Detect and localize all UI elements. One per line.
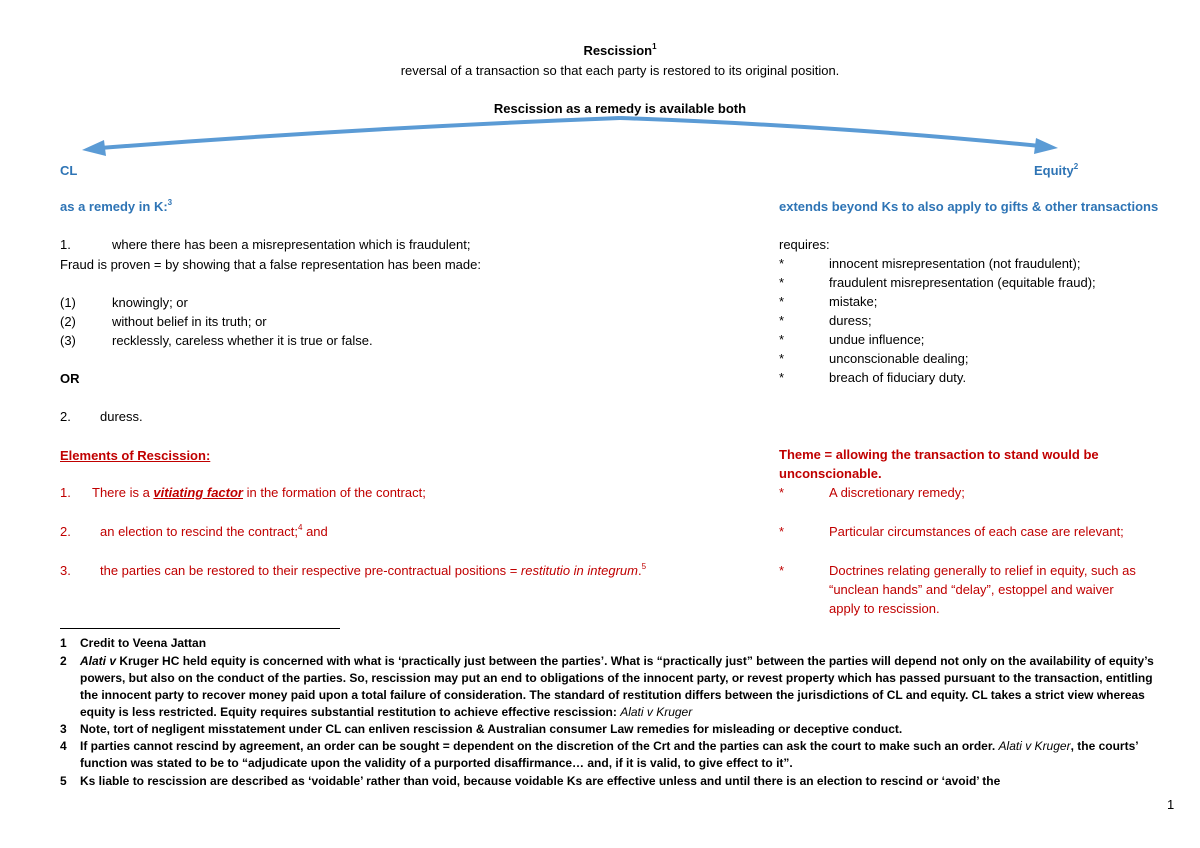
element-3: 3. the parties can be restored to their respective pre-contractual positions = restitutio in integrum.$^5$ bbox=[60, 561, 647, 578]
element-2: 2. an election to rescind the contract;$^4$ and bbox=[60, 522, 328, 539]
theme-item: * A discretionary remedy; bbox=[779, 485, 965, 500]
footnote-1: 1 Credit to Veena Jattan bbox=[60, 636, 207, 650]
footnote-2-cont: the innocent party to recover money paid upon a total failure of consideration. The standard of restitution differs between the jurisdictions of CL and equity. CL takes a strict view whereas bbox=[80, 688, 1145, 702]
requires-item: * mistake; bbox=[779, 294, 878, 309]
right-arrow-line bbox=[620, 118, 1040, 146]
page-title: Rescission$^1$ bbox=[583, 41, 657, 58]
definition-subtitle: reversal of a transaction so that each party is restored to its original position. bbox=[400, 63, 840, 78]
doctrines-item: apply to rescission. bbox=[829, 601, 940, 616]
right-arrowhead bbox=[1034, 138, 1058, 154]
cl-item-1: 1. where there has been a misrepresentation which is fraudulent; bbox=[60, 237, 471, 252]
requires-item: * unconscionable dealing; bbox=[779, 351, 969, 366]
remedy-in-k-label: as a remedy in K:$^3$ bbox=[60, 197, 173, 214]
footnote-4-cont: function was stated to be to “adjudicate upon the validity of a purported disaffirmance… and, if it is valid, to give effect to it”. bbox=[80, 756, 793, 770]
left-arrow-line bbox=[100, 118, 620, 148]
theme-item: * Particular circumstances of each case are relevant; bbox=[779, 524, 1124, 539]
page-number: 1 bbox=[1167, 797, 1175, 812]
fraud-proven-line: Fraud is proven = by showing that a false representation has been made: bbox=[60, 257, 481, 272]
equity-heading: Equity$^2$ bbox=[1034, 161, 1079, 178]
footnote-3: 3 Note, tort of negligent misstatement under CL can enliven rescission & Australian consumer Law remedies for misleading or deceptive conduct. bbox=[60, 722, 903, 736]
fraud-sub-item: (1) knowingly; or bbox=[60, 295, 188, 310]
requires-item: * innocent misrepresentation (not fraudulent); bbox=[779, 256, 1081, 271]
requires-item: * fraudulent misrepresentation (equitable fraud); bbox=[779, 275, 1096, 290]
footnote-5: 5 Ks liable to rescission are described as ‘voidable’ rather than void, because voidable Ks are effective unless and until there is an election to rescind or ‘avoid’ the bbox=[60, 774, 1001, 788]
two-way-arrow bbox=[0, 0, 1200, 170]
fraud-sub-item: (3) recklessly, careless whether it is true or false. bbox=[60, 333, 373, 348]
theme-line: unconscionable. bbox=[779, 466, 882, 481]
or-label: OR bbox=[60, 371, 80, 386]
footnote-2-cont: equity is less restricted. Equity requires substantial restitution to achieve effective rescission: Alati v Kruger bbox=[80, 705, 693, 719]
element-1: 1. There is a vitiating factor in the formation of the contract; bbox=[60, 485, 426, 500]
elements-heading: Elements of Rescission: bbox=[60, 448, 211, 463]
footnote-separator bbox=[60, 628, 340, 629]
cl-heading: CL bbox=[60, 163, 78, 178]
extends-beyond-line: extends beyond Ks to also apply to gifts & other transactions bbox=[779, 199, 1159, 214]
requires-label: requires: bbox=[779, 237, 830, 252]
left-arrowhead bbox=[82, 140, 106, 156]
theme-line: Theme = allowing the transaction to stand would be bbox=[779, 447, 1099, 462]
fraud-sub-item: (2) without belief in its truth; or bbox=[60, 314, 267, 329]
footnote-2-cont: powers, but also on the conduct of the parties. So, rescission may put an end to obligations of the innocent party, or revest property which has passed pursuant to the transaction, entitling bbox=[80, 671, 1153, 685]
doctrines-item: * Doctrines relating generally to relief in equity, such as bbox=[779, 563, 1136, 578]
requires-item: * duress; bbox=[779, 313, 872, 328]
cl-item-2: 2. duress. bbox=[60, 409, 143, 424]
footnote-2: 2 Alati v Kruger HC held equity is concerned with what is ‘practically just between the parties’. What is “practically just” between the parties will depend not only on the availability of equity’s bbox=[60, 654, 1154, 668]
footnote-4: 4 If parties cannot rescind by agreement, an order can be sought = dependent on the discretion of the Crt and the parties can ask the court to make such an order. Alati v Kruger, the courts’ bbox=[60, 739, 1139, 753]
doctrines-item: “unclean hands” and “delay”, estoppel and waiver bbox=[829, 582, 1114, 597]
requires-item: * undue influence; bbox=[779, 332, 925, 347]
requires-item: * breach of fiduciary duty. bbox=[779, 370, 967, 385]
available-both-label: Rescission as a remedy is available both bbox=[493, 101, 747, 116]
